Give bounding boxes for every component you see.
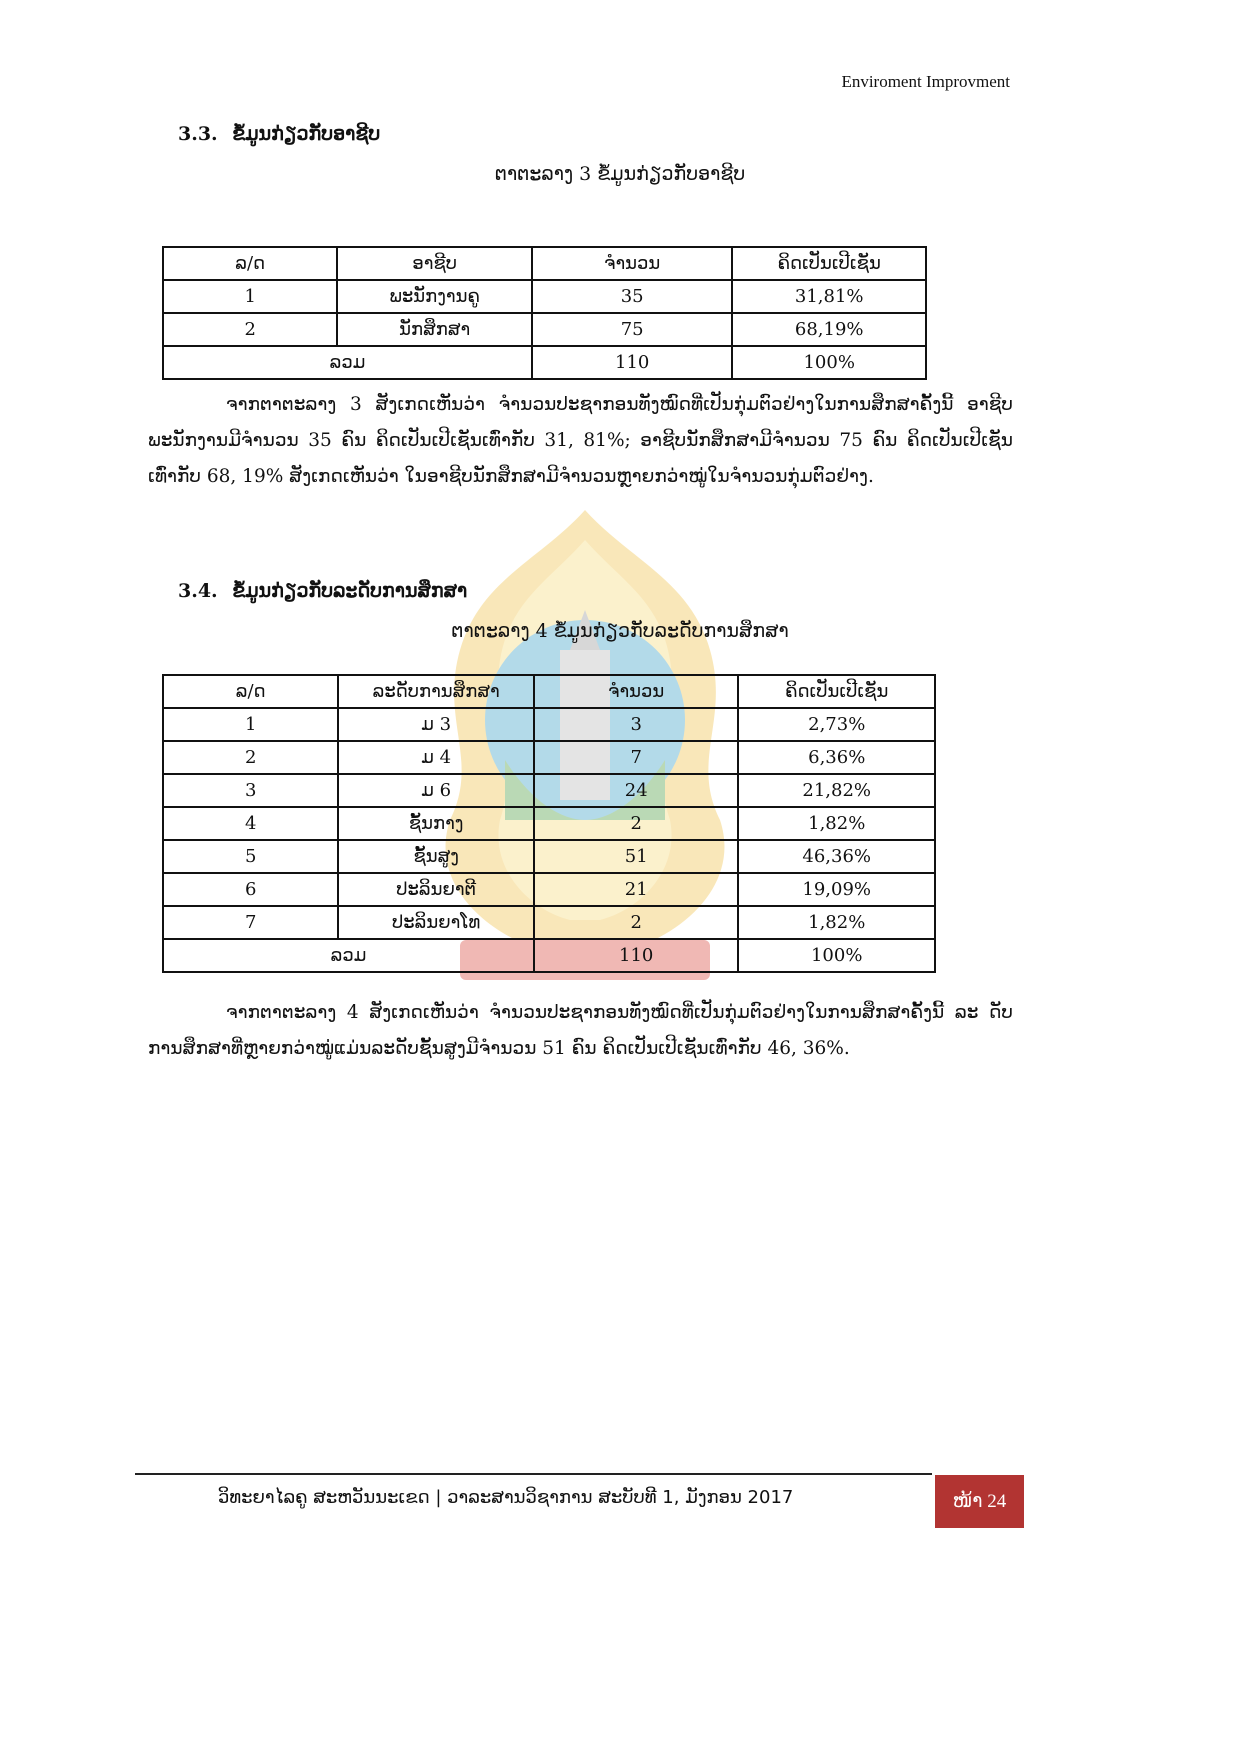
section-heading-3-3 bbox=[178, 123, 380, 145]
table-cell: ຊັ້ນກາງ bbox=[338, 807, 534, 840]
total-cell: 100% bbox=[732, 346, 926, 379]
table-row bbox=[163, 313, 926, 346]
paragraph-3-3 bbox=[148, 387, 1013, 495]
table-row bbox=[163, 807, 935, 840]
section-title: ຂໍ້ມູນກ່ຽວກັບອາຊີບ bbox=[232, 123, 381, 145]
table-cell: 21 bbox=[534, 873, 738, 906]
table-cell: 19,09% bbox=[738, 873, 935, 906]
total-label: ລວມ bbox=[163, 346, 532, 379]
table-header-row bbox=[163, 675, 935, 708]
total-cell: 110 bbox=[532, 346, 732, 379]
table-cell: 2 bbox=[534, 807, 738, 840]
table-cell: 7 bbox=[534, 741, 738, 774]
running-header: Enviroment Improvment bbox=[841, 72, 1010, 91]
table-cell: ມ 4 bbox=[338, 741, 534, 774]
table-row bbox=[163, 741, 935, 774]
table-cell: 1 bbox=[163, 280, 337, 313]
table-total-row bbox=[163, 346, 926, 379]
page-number-badge: ໜ້າ 24 bbox=[935, 1475, 1024, 1528]
section-number: 3.3. bbox=[178, 123, 218, 145]
table-cell: 1,82% bbox=[738, 807, 935, 840]
table-cell: 2 bbox=[163, 313, 337, 346]
occupation-table bbox=[162, 246, 927, 380]
paragraph-text: ຈາກຕາຕະລາງ 4 ສັງເກດເຫັນວ່າ ຈຳນວນປະຊາກອນທັງໝົດທີ່ເປັນກຸ່ມຕົວຢ່າງໃນການສຶກສາຄັ້ງນີ້ ລະ ດັບການສຶກສາທີ່ຫຼາຍກວ່າໝູ່ແມ່ນລະດັບຊັ້ນສູງມີຈຳນວນ 51 ຄົນ ຄິດເປັນເປີເຊັນເທົ່າກັບ 46, 36%. bbox=[148, 1002, 1013, 1059]
table-cell: 3 bbox=[163, 774, 338, 807]
table-cell: 46,36% bbox=[738, 840, 935, 873]
table-cell: ພະນັກງານຄູ bbox=[337, 280, 532, 313]
table-cell: 2,73% bbox=[738, 708, 935, 741]
table-row bbox=[163, 873, 935, 906]
total-cell: 110 bbox=[534, 939, 738, 972]
table-row bbox=[163, 708, 935, 741]
total-cell: 100% bbox=[738, 939, 935, 972]
paragraph-text: ຈາກຕາຕະລາງ 3 ສັງເກດເຫັນວ່າ ຈຳນວນປະຊາກອນທັງໝົດທີ່ເປັນກຸ່ມຕົວຢ່າງໃນການສຶກສາຄັ້ງນີ້ ອາຊີບພະນັກງານມີຈຳນວນ 35 ຄົນ ຄິດເປັນເປີເຊັນເທົ່າກັບ 31, 81%; ອາຊີບນັກສຶກສາມີຈຳນວນ 75 ຄົນ ຄິດເປັນເປີເຊັນເທົ່າກັບ 68, 19% ສັງເກດເຫັນວ່າ ໃນອາຊີບນັກສຶກສາມີຈຳນວນຫຼາຍກວ່າໝູ່ໃນຈຳນວນກຸ່ມຕົວຢ່າງ. bbox=[148, 394, 1013, 487]
table-row bbox=[163, 774, 935, 807]
table-cell: ປະລິນຍາຕີ bbox=[338, 873, 534, 906]
table-cell: 6,36% bbox=[738, 741, 935, 774]
table-cell: 3 bbox=[534, 708, 738, 741]
header-cell: ຄິດເປັນເປີເຊັນ bbox=[732, 247, 926, 280]
table-cell: 51 bbox=[534, 840, 738, 873]
table-cell: 5 bbox=[163, 840, 338, 873]
table-cell: ນັກສຶກສາ bbox=[337, 313, 532, 346]
table-header-row bbox=[163, 247, 926, 280]
table-total-row bbox=[163, 939, 935, 972]
header-cell: ຈຳນວນ bbox=[534, 675, 738, 708]
table-cell: 4 bbox=[163, 807, 338, 840]
table-cell: ມ 6 bbox=[338, 774, 534, 807]
header-cell: ຄິດເປັນເປີເຊັນ bbox=[738, 675, 935, 708]
table-row bbox=[163, 280, 926, 313]
table-cell: 35 bbox=[532, 280, 732, 313]
header-cell: ຈຳນວນ bbox=[532, 247, 732, 280]
table-cell: 68,19% bbox=[732, 313, 926, 346]
section-heading-3-4 bbox=[178, 580, 467, 602]
table-4-caption: ຕາຕະລາງ 4 ຂໍ້ມູນກ່ຽວກັບລະດັບການສຶກສາ bbox=[451, 620, 789, 642]
header-cell: ອາຊີບ bbox=[337, 247, 532, 280]
header-cell: ລ/ດ bbox=[163, 247, 337, 280]
table-3-caption: ຕາຕະລາງ 3 ຂໍ້ມູນກ່ຽວກັບອາຊີບ bbox=[494, 163, 746, 185]
table-cell: 2 bbox=[534, 906, 738, 939]
section-number: 3.4. bbox=[178, 580, 218, 602]
table-row bbox=[163, 906, 935, 939]
table-cell: 75 bbox=[532, 313, 732, 346]
section-title: ຂໍ້ມູນກ່ຽວກັບລະດັບການສຶກສາ bbox=[232, 580, 468, 602]
table-cell: ມ 3 bbox=[338, 708, 534, 741]
table-cell: 2 bbox=[163, 741, 338, 774]
table-cell: 1 bbox=[163, 708, 338, 741]
header-cell: ລະດັບການສຶກສາ bbox=[338, 675, 534, 708]
table-cell: 7 bbox=[163, 906, 338, 939]
table-cell: ປະລິນຍາໂທ bbox=[338, 906, 534, 939]
table-cell: ຊັ້ນສູງ bbox=[338, 840, 534, 873]
header-cell: ລ/ດ bbox=[163, 675, 338, 708]
table-cell: 24 bbox=[534, 774, 738, 807]
table-cell: 1,82% bbox=[738, 906, 935, 939]
table-cell: 6 bbox=[163, 873, 338, 906]
footer-divider bbox=[135, 1473, 932, 1475]
total-label: ລວມ bbox=[163, 939, 534, 972]
table-row bbox=[163, 840, 935, 873]
paragraph-3-4 bbox=[148, 995, 1013, 1067]
table-cell: 31,81% bbox=[732, 280, 926, 313]
education-level-table bbox=[162, 674, 936, 973]
footer-journal-info: ວິທະຍາໄລຄູ ສະຫວັນນະເຂດ | ວາລະສານວິຊາການ ສະບັບທີ 1, ມັງກອນ 2017 bbox=[218, 1487, 794, 1508]
table-cell: 21,82% bbox=[738, 774, 935, 807]
